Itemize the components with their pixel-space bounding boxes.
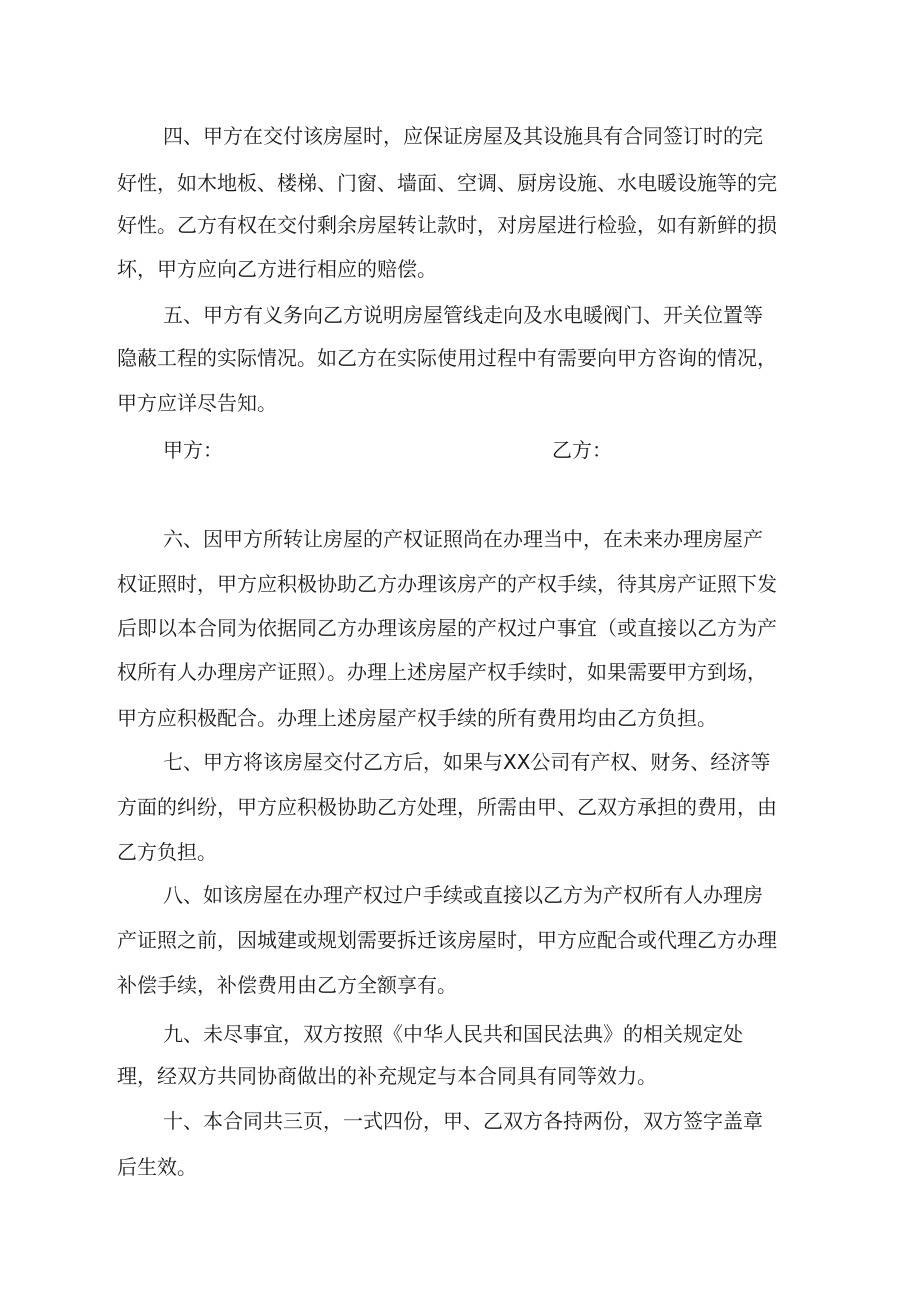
clause5-line1: 五、甲方有义务向乙方说明房屋管线走向及水电暖阀门、开关位置等 [163, 303, 763, 327]
clause5-line2: 隐蔽工程的实际情况。如乙方在实际使用过程中有需要向甲方咨询的情况， [117, 346, 777, 370]
clause10-line1: 十、本合同共三页，一式四份，甲、乙双方各持两份，双方签字盖章 [163, 1109, 763, 1133]
signature-party-b: 乙方： [552, 438, 612, 462]
clause6-line1: 六、因甲方所转让房屋的产权证照尚在办理当中，在未来办理房屋产 [163, 527, 763, 551]
clause4-line4: 坏，甲方应向乙方进行相应的赔偿。 [117, 257, 437, 281]
clause7-line1: 七、甲方将该房屋交付乙方后，如果与XX公司有产权、财务、经济等 [163, 750, 771, 774]
clause7-line3: 乙方负担。 [117, 840, 217, 864]
signature-party-a: 甲方： [163, 438, 223, 462]
clause7-line2: 方面的纠纷，甲方应积极协助乙方处理，所需由甲、乙双方承担的费用，由 [117, 795, 777, 819]
clause6-line3: 后即以本合同为依据同乙方办理该房屋的产权过户事宜（或直接以乙方为产 [117, 616, 777, 640]
clause4-line2: 好性，如木地板、楼梯、门窗、墙面、空调、厨房设施、水电暖设施等的完 [117, 171, 777, 195]
clause6-line2: 权证照时，甲方应积极协助乙方办理该房产的产权手续，待其房产证照下发 [117, 572, 777, 596]
clause5-line3: 甲方应详尽告知。 [117, 391, 277, 415]
clause9-line1: 九、未尽事宜，双方按照《中华人民共和国民法典》的相关规定处 [163, 1022, 743, 1046]
clause8-line3: 补偿手续，补偿费用由乙方全额享有。 [117, 973, 457, 997]
clause10-line2: 后生效。 [117, 1155, 197, 1179]
clause6-line5: 甲方应积极配合。办理上述房屋产权手续的所有费用均由乙方负担。 [117, 706, 717, 730]
clause9-line2: 理，经双方共同协商做出的补充规定与本合同具有同等效力。 [117, 1064, 657, 1088]
clause6-line4: 权所有人办理房产证照）。办理上述房屋产权手续时，如果需要甲方到场， [117, 660, 767, 684]
clause8-line2: 产证照之前，因城建或规划需要拆迁该房屋时，甲方应配合或代理乙方办理 [117, 928, 777, 952]
clause8-line1: 八、如该房屋在办理产权过户手续或直接以乙方为产权所有人办理房 [163, 883, 763, 907]
clause4-line1: 四、甲方在交付该房屋时，应保证房屋及其设施具有合同签订时的完 [163, 124, 763, 148]
clause4-line3: 好性。乙方有权在交付剩余房屋转让款时，对房屋进行检验，如有新鲜的损 [117, 213, 777, 237]
